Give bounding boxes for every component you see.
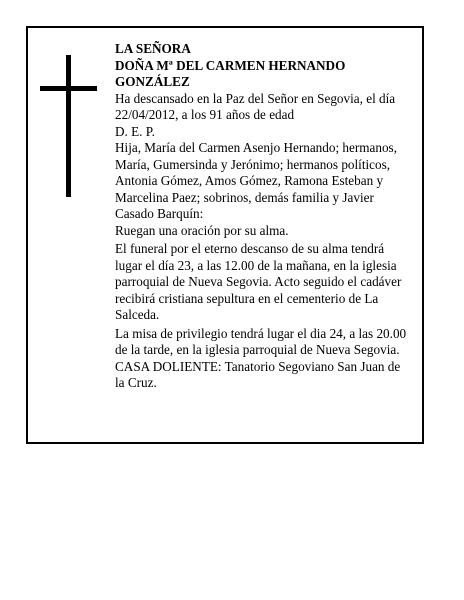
dep-line: D. E. P. [115, 123, 155, 139]
prayer-line: Ruegan una oración por su alma. [115, 222, 289, 238]
family-line-5: Casado Barquín: [115, 206, 204, 221]
intro-line-2: 22/04/2012, a los 91 años de edad [115, 107, 295, 122]
house-line-1: CASA DOLIENTE: Tanatorio Segoviano San Juan de [115, 358, 401, 374]
family-line-3: Antonia Gómez, Amos Gómez, Ramona Esteban y [115, 173, 384, 188]
funeral-line-1: El funeral por el eterno descanso de su alma tendrá [115, 241, 385, 256]
cross-vertical-bar [66, 55, 71, 197]
funeral-line-5: Salceda. [115, 307, 160, 322]
obituary-text [115, 41, 420, 392]
family-line-4: Marcelina Paez; sobrinos, demás familia y Javier [115, 189, 374, 205]
family-line-1: Hija, María del Carmen Asenjo Hernando; hermanos, [115, 140, 397, 155]
obituary-notice-frame [26, 26, 424, 444]
latin-cross-icon [40, 55, 97, 197]
funeral-line-2: lugar el día 23, a las 12.00 de la mañana, en la iglesia [115, 257, 397, 273]
deceased-name-line-2: GONZÁLEZ [115, 74, 190, 89]
mass-line-1: La misa de privilegio tendrá lugar el dia 24, a las 20.00 [115, 325, 407, 341]
house-line-2: la Cruz. [115, 375, 157, 390]
intro-line-1: Ha descansado en la Paz del Señor en Segovia, el día [115, 90, 396, 106]
cross-horizontal-bar [40, 86, 97, 91]
deceased-name-line-1: DOÑA Mª DEL CARMEN HERNANDO [115, 57, 346, 73]
family-line-2: María, Gumersinda y Jerónimo; hermanos políticos, [115, 156, 391, 172]
title-line: LA SEÑORA [115, 41, 191, 56]
funeral-line-4: recibirá cristiana sepultura en el cementerio de La [115, 290, 379, 306]
funeral-line-3: parroquial de Nueva Segovia. Acto seguido el cadáver [115, 274, 402, 289]
mass-line-2: de la tarde, en la iglesia parroquial de Nueva Segovia. [115, 342, 400, 357]
